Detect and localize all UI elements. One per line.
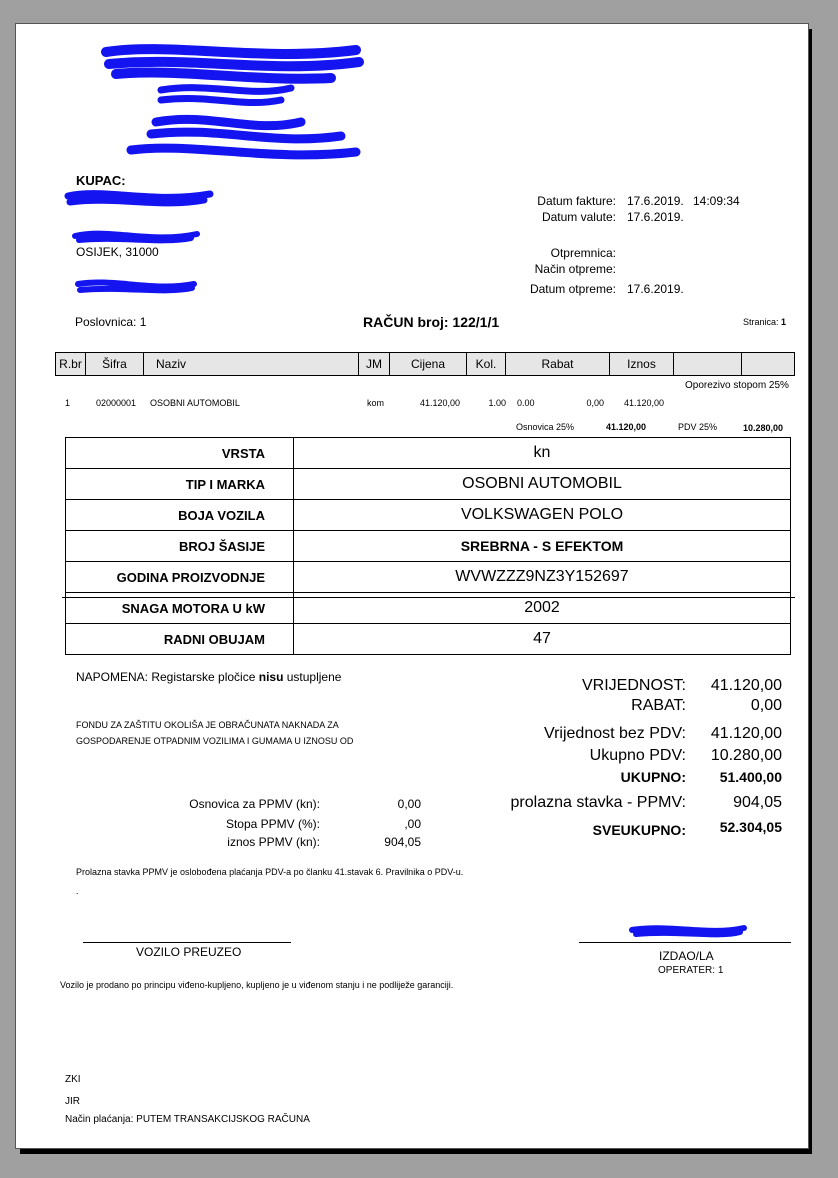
vehicle-row-label: TIP I MARKA	[66, 469, 294, 500]
vehicle-row	[66, 500, 791, 531]
dispatch-label: Otpremnica:	[550, 246, 616, 260]
buyer-label: KUPAC:	[76, 173, 126, 188]
row-sifra: 02000001	[96, 398, 137, 408]
vat-total-label: Ukupno PDV:	[589, 747, 686, 764]
vehicle-row	[66, 531, 791, 562]
col-jm: JM	[359, 353, 390, 375]
fund-note-line1: FONDU ZA ZAŠTITU OKOLIŠA JE OBRAČUNATA NAKNADA ZA	[76, 720, 339, 730]
vehicle-row-label: SNAGA MOTORA U kW	[66, 593, 294, 624]
col-kol: Kol.	[467, 353, 506, 375]
buyer-city: OSIJEK, 31000	[76, 245, 159, 259]
jir-label: JIR	[65, 1096, 80, 1107]
total-value: 41.120,00	[710, 677, 782, 694]
issued-signature-line	[579, 942, 791, 943]
shipping-date-value: 17.6.2019.	[627, 282, 684, 296]
received-signature-line	[83, 942, 291, 943]
total-value-label: VRIJEDNOST:	[581, 677, 686, 694]
vat-value: 10.280,00	[743, 423, 784, 433]
col-iznos: Iznos	[610, 353, 674, 375]
buyer-address-redaction	[71, 226, 201, 246]
vat-label: PDV 25%	[678, 422, 718, 432]
tax-note: Oporezivo stopom 25%	[685, 380, 789, 391]
vehicle-row-value: kn	[294, 438, 791, 469]
ppmv-exempt-note: Prolazna stavka PPMV je oslobođena plaćanja PDV-a po članku 41.stavak 6. Pravilnika o PDV-u.	[76, 867, 464, 877]
ppmv-amount-value: 904,05	[384, 835, 421, 849]
invoice-date-value: 17.6.2019.	[627, 194, 684, 208]
payment-method: Način plaćanja: PUTEM TRANSAKCIJSKOG RAČUNA	[65, 1114, 310, 1125]
grand-value: 51.400,00	[719, 769, 782, 785]
invoice-time-value: 14:09:34	[693, 194, 740, 208]
row-jm: kom	[367, 398, 385, 408]
branch: Poslovnica: 1	[75, 315, 147, 329]
shipping-method-label: Način otpreme:	[534, 262, 616, 276]
row-iznos: 41.120,00	[624, 398, 665, 408]
base-label: Osnovica 25%	[516, 422, 575, 432]
row-rbr: 1	[65, 398, 71, 408]
vehicle-row	[66, 624, 791, 655]
vehicle-table	[65, 437, 791, 655]
net-value: 41.120,00	[710, 725, 782, 742]
invoice-date-label: Datum fakture:	[537, 194, 616, 208]
col-rabat: Rabat	[506, 353, 610, 375]
sveukupno-value: 52.304,05	[719, 819, 782, 835]
col-naziv: Naziv	[144, 353, 359, 375]
col-sifra: Šifra	[86, 353, 144, 375]
buyer-oib-redaction	[74, 276, 199, 296]
guarantee-note: Vozilo je prodano po principu viđeno-kupljeno, kupljeno je u viđenom stanju i ne podliježe garanciji.	[60, 980, 454, 990]
grand-label: UKUPNO:	[620, 769, 686, 785]
ppmv-rate-value: ,00	[404, 817, 421, 831]
col-cijena: Cijena	[390, 353, 467, 375]
received-label: VOZILO PREUZEO	[136, 945, 242, 959]
vehicle-table-overline	[62, 597, 795, 598]
invoice-title: RAČUN broj: 122/1/1	[363, 314, 500, 330]
due-date-label: Datum valute:	[541, 210, 616, 224]
vehicle-row	[66, 438, 791, 469]
ppmv-base-value: 0,00	[397, 797, 421, 811]
net-label: Vrijednost bez PDV:	[544, 725, 686, 742]
ppmv-total-value: 904,05	[733, 794, 782, 811]
vehicle-row-label: GODINA PROIZVODNJE	[66, 562, 294, 593]
due-date-value: 17.6.2019.	[627, 210, 684, 224]
issuer-name-redaction	[628, 920, 748, 940]
row-naziv: OSOBNI AUTOMOBIL	[150, 398, 240, 408]
plates-note: NAPOMENA: Registarske pločice nisu ustupljene	[76, 670, 342, 684]
items-table-header	[55, 352, 795, 376]
vehicle-row-label: VRSTA	[66, 438, 294, 469]
sveukupno-label: SVEUKUPNO:	[592, 822, 686, 838]
vehicle-row	[66, 562, 791, 593]
zki-label: ZKI	[65, 1074, 81, 1085]
discount-label: RABAT:	[631, 697, 686, 714]
page-number: Stranica: 1	[743, 317, 787, 327]
operator-label: OPERATER: 1	[658, 965, 724, 976]
fund-note-line2: GOSPODARENJE OTPADNIM VOZILIMA I GUMAMA U IZNOSU OD	[76, 736, 354, 746]
ppmv-rate-label: Stopa PPMV (%):	[225, 817, 320, 831]
row-cijena: 41.120,00	[419, 398, 460, 408]
vehicle-row-label: RADNI OBUJAM	[66, 624, 294, 655]
vehicle-row-value: VOLKSWAGEN POLO	[294, 500, 791, 531]
vehicle-row	[66, 469, 791, 500]
invoice-page	[15, 23, 809, 1149]
row-rabat-amt: 0,00	[586, 398, 604, 408]
col-rbr: R.br	[56, 353, 86, 375]
ppmv-amount-label: iznos PPMV (kn):	[227, 835, 320, 849]
row-kol: 1.00	[488, 398, 506, 408]
vehicle-row-value: 2002	[294, 593, 791, 624]
shipping-date-label: Datum otpreme:	[529, 282, 616, 296]
buyer-name-redaction	[64, 184, 214, 208]
issued-label: IZDAO/LA	[659, 949, 714, 963]
ppmv-base-label: Osnovica za PPMV (kn):	[189, 797, 320, 811]
discount-value: 0,00	[750, 697, 782, 714]
row-rabat-pct: 0.00	[517, 398, 535, 408]
vehicle-row-value: OSOBNI AUTOMOBIL	[294, 469, 791, 500]
vehicle-row-value: WVWZZZ9NZ3Y152697	[294, 562, 791, 593]
dot: .	[76, 886, 79, 896]
ppmv-total-label: prolazna stavka - PPMV:	[510, 794, 686, 811]
vehicle-row-value: 47	[294, 624, 791, 655]
vehicle-row-label: BOJA VOZILA	[66, 500, 294, 531]
vehicle-row-value: SREBRNA - S EFEKTOM	[294, 531, 791, 562]
base-value: 41.120,00	[606, 422, 647, 432]
col-empty-1	[674, 353, 742, 375]
seller-redaction	[101, 38, 371, 168]
vehicle-row-label: BROJ ŠASIJE	[66, 531, 294, 562]
vat-total-value: 10.280,00	[710, 747, 782, 764]
